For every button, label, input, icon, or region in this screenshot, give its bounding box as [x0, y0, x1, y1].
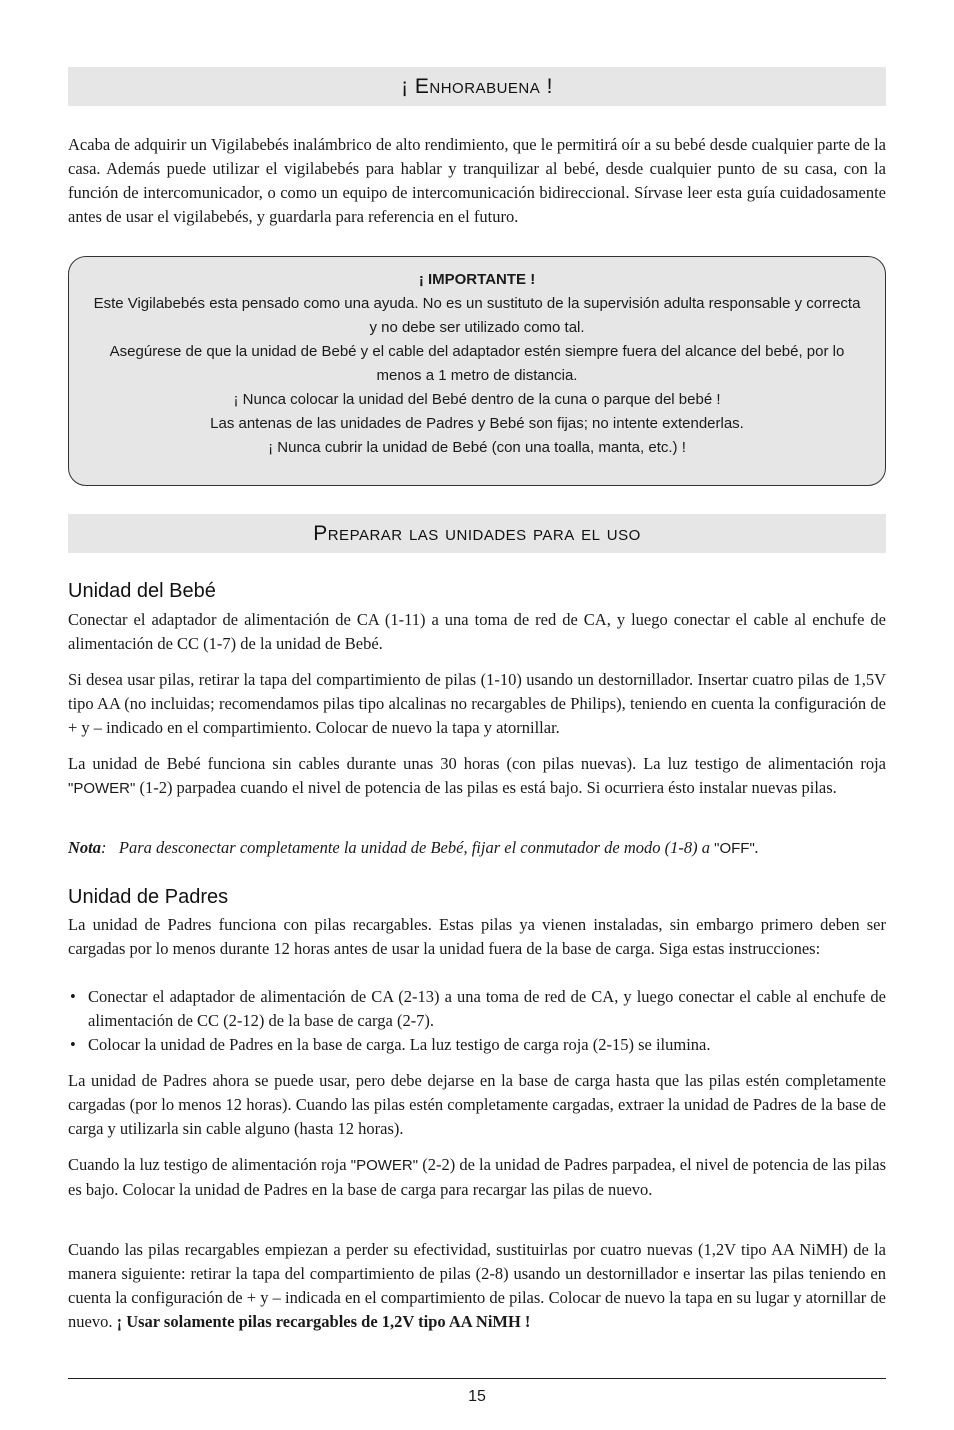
- parent-unit-paragraph-3: [68, 1153, 886, 1202]
- baby-unit-heading: Unidad del Bebé: [68, 580, 216, 602]
- baby-unit-paragraph-2: Si desea usar pilas, retirar la tapa del compartimiento de pilas (1-10) usando un destornillador. Insertar cuatro pilas de 1,5V tipo AA (no incluidas; recomendamos pilas tipo alcalinas no recargables de Philips), teniendo en cuenta la configuración de + y – indicado en el compartimiento. Colocar de nuevo la tapa y atornillar.: [68, 670, 886, 737]
- important-title: ¡ IMPORTANTE !: [418, 271, 536, 288]
- power-label: "POWER": [68, 780, 136, 797]
- note-label: Nota: [68, 838, 101, 857]
- page-number: 15: [468, 1388, 486, 1405]
- list-item-text: Conectar el adaptador de alimentación de CA (2-13) a una toma de red de CA, y luego conectar el cable al enchufe de alimentación de CC (2-12) de la base de carga (2-7).: [88, 987, 886, 1030]
- baby-unit-note: [68, 836, 886, 861]
- footer-divider: [68, 1378, 886, 1379]
- note-separator: :: [101, 838, 107, 857]
- off-label: "OFF": [714, 840, 755, 857]
- section-title: Preparar las unidades para el uso: [313, 521, 641, 545]
- important-line: Asegúrese de que la unidad de Bebé y el cable del adaptador estén siempre fuera del alcance del bebé, por lo menos a 1 metro de distancia.: [109, 343, 845, 384]
- bold-warning: ¡ Usar solamente pilas recargables de 1,2V tipo AA NiMH !: [116, 1312, 531, 1331]
- intro-paragraph: Acaba de adquirir un Vigilabebés inalámbrico de alto rendimiento, que le permitirá oír a su bebé desde cualquier parte de la casa. Además puede utilizar el vigilabebés para hablar y tranquilizar al bebé, desde cualquier punto de su casa, con la función de intercomunicador, o como un equipo de intercomunicación bidireccional. Sírvase leer esta guía cuidadosamente antes de usar el vigilabebés, y guardarla para referencia en el futuro.: [68, 135, 886, 226]
- paragraph-text: Cuando las pilas recargables empiezan a perder su efectividad, sustituirlas por cuatro nuevas (1,2V tipo AA NiMH) de la manera siguiente: retirar la tapa del compartimiento de pilas (2-8) usando un destornillador e insertar las pilas teniendo en cuenta la configuración de + y – indicada en el compartimiento de pilas. Colocar de nuevo la tapa en su lugar y atornillar de nuevo.: [68, 1240, 886, 1331]
- bullet-symbol: •: [70, 1035, 76, 1054]
- paragraph-text: La unidad de Bebé funciona sin cables durante unas 30 horas (con pilas nuevas). La luz testigo de alimentación roja: [68, 754, 886, 773]
- section-banner-prepare-units: [68, 514, 886, 553]
- parent-unit-heading: Unidad de Padres: [68, 886, 229, 908]
- important-line: Este Vigilabebés esta pensado como una ayuda. No es un sustituto de la supervisión adulta responsable y correcta y no debe ser utilizado como tal.: [93, 295, 861, 336]
- parent-unit-paragraph-4: [68, 1238, 886, 1334]
- section-title: ¡ Enhorabuena !: [401, 74, 553, 98]
- important-line: ¡ Nunca colocar la unidad del Bebé dentro de la cuna o parque del bebé !: [233, 391, 721, 408]
- important-line: Las antenas de las unidades de Padres y Bebé son fijas; no intente extenderlas.: [210, 415, 744, 432]
- list-item-text: Colocar la unidad de Padres en la base de carga. La luz testigo de carga roja (2-15) se ilumina.: [88, 1035, 711, 1054]
- paragraph-text: (2-2) de la unidad de Padres parpadea, el nivel de potencia de las pilas es bajo. Colocar la unidad de Padres en la base de carga para recargar las pilas de nuevo.: [68, 1155, 886, 1199]
- note-end: .: [754, 838, 759, 857]
- bullet-symbol: •: [70, 987, 76, 1006]
- baby-unit-paragraph-1: Conectar el adaptador de alimentación de CA (1-11) a una toma de red de CA, y luego conectar el cable al enchufe de alimentación de CC (1-7) de la unidad de Bebé.: [68, 610, 886, 653]
- list-item: [68, 985, 886, 1033]
- section-banner-congratulations: [68, 67, 886, 106]
- note-text: Para desconectar completamente la unidad de Bebé, fijar el conmutador de modo (1-8) a: [118, 838, 715, 857]
- paragraph-text: Cuando la luz testigo de alimentación roja: [68, 1155, 351, 1174]
- list-item: [68, 1033, 886, 1057]
- important-line: ¡ Nunca cubrir la unidad de Bebé (con una toalla, manta, etc.) !: [268, 439, 686, 456]
- parent-unit-paragraph-2: La unidad de Padres ahora se puede usar, pero debe dejarse en la base de carga hasta que las pilas estén completamente cargadas (por lo menos 12 horas). Cuando las pilas estén completamente cargadas, extraer la unidad de Padres de la base de carga y utilizarla sin cable alguno (hasta 12 horas).: [68, 1071, 886, 1138]
- power-label: "POWER": [350, 1157, 419, 1174]
- paragraph-text: (1-2) parpadea cuando el nivel de potencia de las pilas es está bajo. Si ocurriera ésto instalar nuevas pilas.: [135, 778, 837, 797]
- baby-unit-paragraph-3: [68, 752, 886, 801]
- parent-unit-paragraph-1: La unidad de Padres funciona con pilas recargables. Estas pilas ya vienen instaladas, sin embargo primero deben ser cargadas por lo menos durante 12 horas antes de usar la unidad fuera de la base de carga. Siga estas instrucciones:: [68, 915, 886, 958]
- important-notice-box: [68, 256, 886, 486]
